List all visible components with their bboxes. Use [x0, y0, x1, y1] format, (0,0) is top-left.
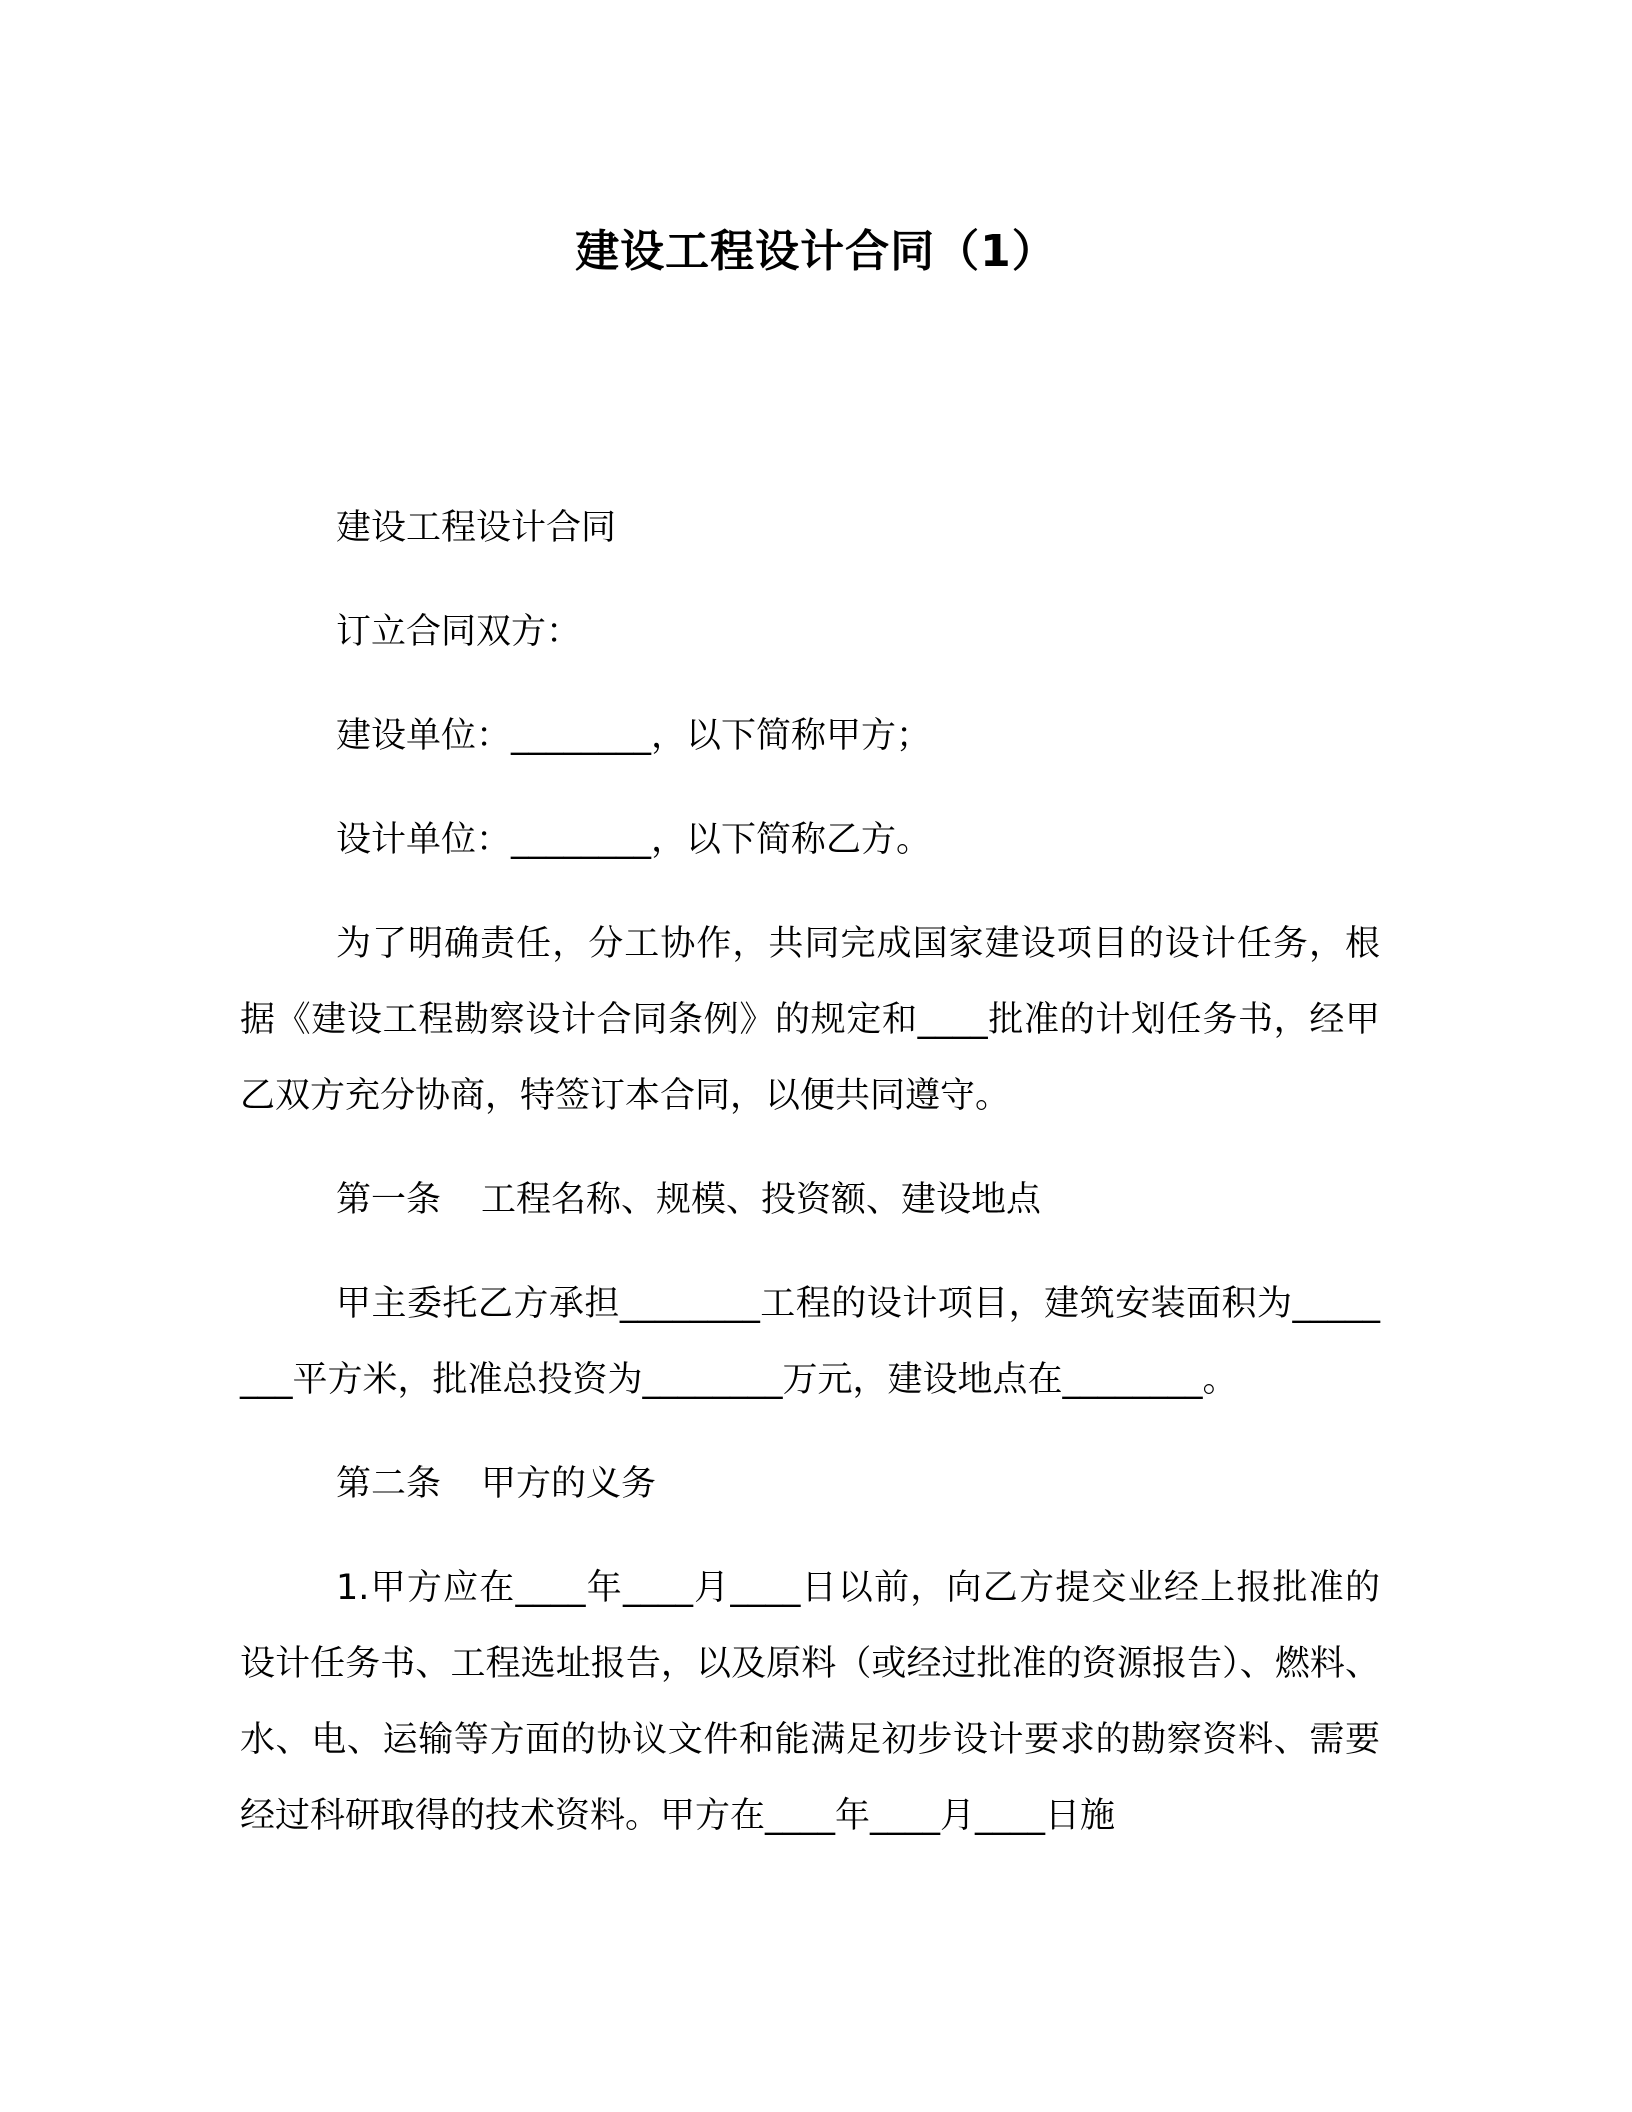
- article-2-heading: [240, 1446, 1380, 1522]
- party-b-line: 设计单位：________，以下简称乙方。: [336, 820, 932, 860]
- article-2-title: 甲方的义务: [481, 1464, 657, 1504]
- article-2-number: 第二条: [336, 1464, 442, 1504]
- contract-subtitle: 建设工程设计合同: [336, 508, 617, 548]
- article-1-paragraph: 甲主委托乙方承担________工程的设计项目，建筑安装面积为________平方米，批准总投资为________万元，建设地点在________。: [240, 1284, 1380, 1400]
- preamble-paragraph: 为了明确责任，分工协作，共同完成国家建设项目的设计任务，根据《建设工程勘察设计合同条例》的规定和____批准的计划任务书，经甲乙双方充分协商，特签订本合同，以便共同遵守。: [240, 924, 1380, 1116]
- article-1-title: 工程名称、规模、投资额、建设地点: [481, 1180, 1042, 1220]
- article-1-number: 第一条: [336, 1180, 442, 1220]
- parties-intro: 订立合同双方：: [336, 612, 582, 652]
- document-body: [240, 490, 1380, 1882]
- article-1-heading: [240, 1162, 1380, 1238]
- party-a-line: 建设单位：________，以下简称甲方；: [336, 716, 932, 756]
- document-title: 建设工程设计合同（1）: [575, 226, 1057, 277]
- article-2-item-1: 1.甲方应在____年____月____日以前，向乙方提交业经上报批准的设计任务书、工程选址报告，以及原料（或经过批准的资源报告）、燃料、水、电、运输等方面的协议文件和能满足初步设计要求的勘察资料、需要经过科研取得的技术资料。甲方在____年____月____日施: [240, 1568, 1380, 1836]
